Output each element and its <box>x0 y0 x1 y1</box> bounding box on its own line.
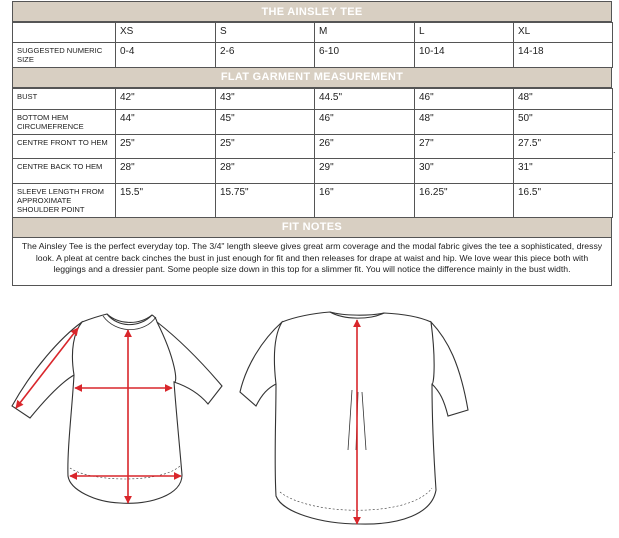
table-cell: 16.5" <box>514 184 613 218</box>
back-body <box>274 312 436 524</box>
back-right-sleeve <box>431 322 468 416</box>
table-cell: 44" <box>116 110 216 135</box>
table-cell: 28" <box>116 159 216 184</box>
table-cell: 28" <box>216 159 315 184</box>
table-cell: 26" <box>315 135 415 159</box>
table-cell: 46" <box>315 110 415 135</box>
chart-title: THE AINSLEY TEE <box>12 1 612 22</box>
size-header-s: S <box>216 23 315 43</box>
table-row <box>13 110 613 135</box>
table-row <box>13 159 613 184</box>
table-cell: 48" <box>514 89 613 110</box>
table-cell: 31" <box>514 159 613 184</box>
tee-back-illustration <box>240 312 468 524</box>
tee-front-illustration <box>12 314 222 503</box>
table-cell: 16.25" <box>415 184 514 218</box>
fit-notes-text: The Ainsley Tee is the perfect everyday top. The 3/4" length sleeve gives great arm coverage and the modal fabric gives the tee a sophisticated, dressy look. A pleat at centre back cinches the bust in just enough for fit and then releases for drape at waist and hip. We love wear this piece both with leggings and a dressier pant. Some people size down in this top for a slimmer fit. You will notice the difference mainly in the bust width. <box>12 238 612 286</box>
table-cell: 2-6 <box>216 43 315 68</box>
table-cell: 16" <box>315 184 415 218</box>
table-cell: 27.5" <box>514 135 613 159</box>
stray-mark: . <box>613 145 616 155</box>
table-cell: 43" <box>216 89 315 110</box>
table-row <box>13 184 613 218</box>
size-header-row <box>13 23 613 43</box>
table-cell: 30" <box>415 159 514 184</box>
table-row <box>13 135 613 159</box>
table-cell: 10-14 <box>415 43 514 68</box>
suggested-size-row <box>13 43 613 68</box>
garment-diagrams <box>0 300 619 538</box>
table-cell: 15.75" <box>216 184 315 218</box>
row-label: SUGGESTED NUMERIC SIZE <box>13 43 116 68</box>
table-cell: 14-18 <box>514 43 613 68</box>
table-cell: 42" <box>116 89 216 110</box>
front-body <box>68 314 182 503</box>
size-table <box>12 22 613 68</box>
table-cell: 15.5" <box>116 184 216 218</box>
size-chart <box>12 1 612 286</box>
row-label: CENTRE FRONT TO HEM <box>13 135 116 159</box>
table-cell: 29" <box>315 159 415 184</box>
table-cell: 48" <box>415 110 514 135</box>
flat-garment-title: FLAT GARMENT MEASUREMENT <box>12 68 612 88</box>
table-cell: 44.5" <box>315 89 415 110</box>
fit-notes-title: FIT NOTES <box>12 218 612 238</box>
size-header-xs: XS <box>116 23 216 43</box>
size-header-m: M <box>315 23 415 43</box>
size-header-l: L <box>415 23 514 43</box>
row-label: BOTTOM HEM CIRCUMEFRENCE <box>13 110 116 135</box>
size-header-blank <box>13 23 116 43</box>
table-cell: 27" <box>415 135 514 159</box>
row-label: SLEEVE LENGTH FROM APPROXIMATE SHOULDER POINT <box>13 184 116 218</box>
row-label: CENTRE BACK TO HEM <box>13 159 116 184</box>
table-cell: 0-4 <box>116 43 216 68</box>
table-row <box>13 89 613 110</box>
table-cell: 25" <box>116 135 216 159</box>
table-cell: 6-10 <box>315 43 415 68</box>
measurement-table <box>12 88 613 218</box>
table-cell: 45" <box>216 110 315 135</box>
table-cell: 25" <box>216 135 315 159</box>
table-cell: 50" <box>514 110 613 135</box>
table-cell: 46" <box>415 89 514 110</box>
row-label: BUST <box>13 89 116 110</box>
size-header-xl: XL <box>514 23 613 43</box>
